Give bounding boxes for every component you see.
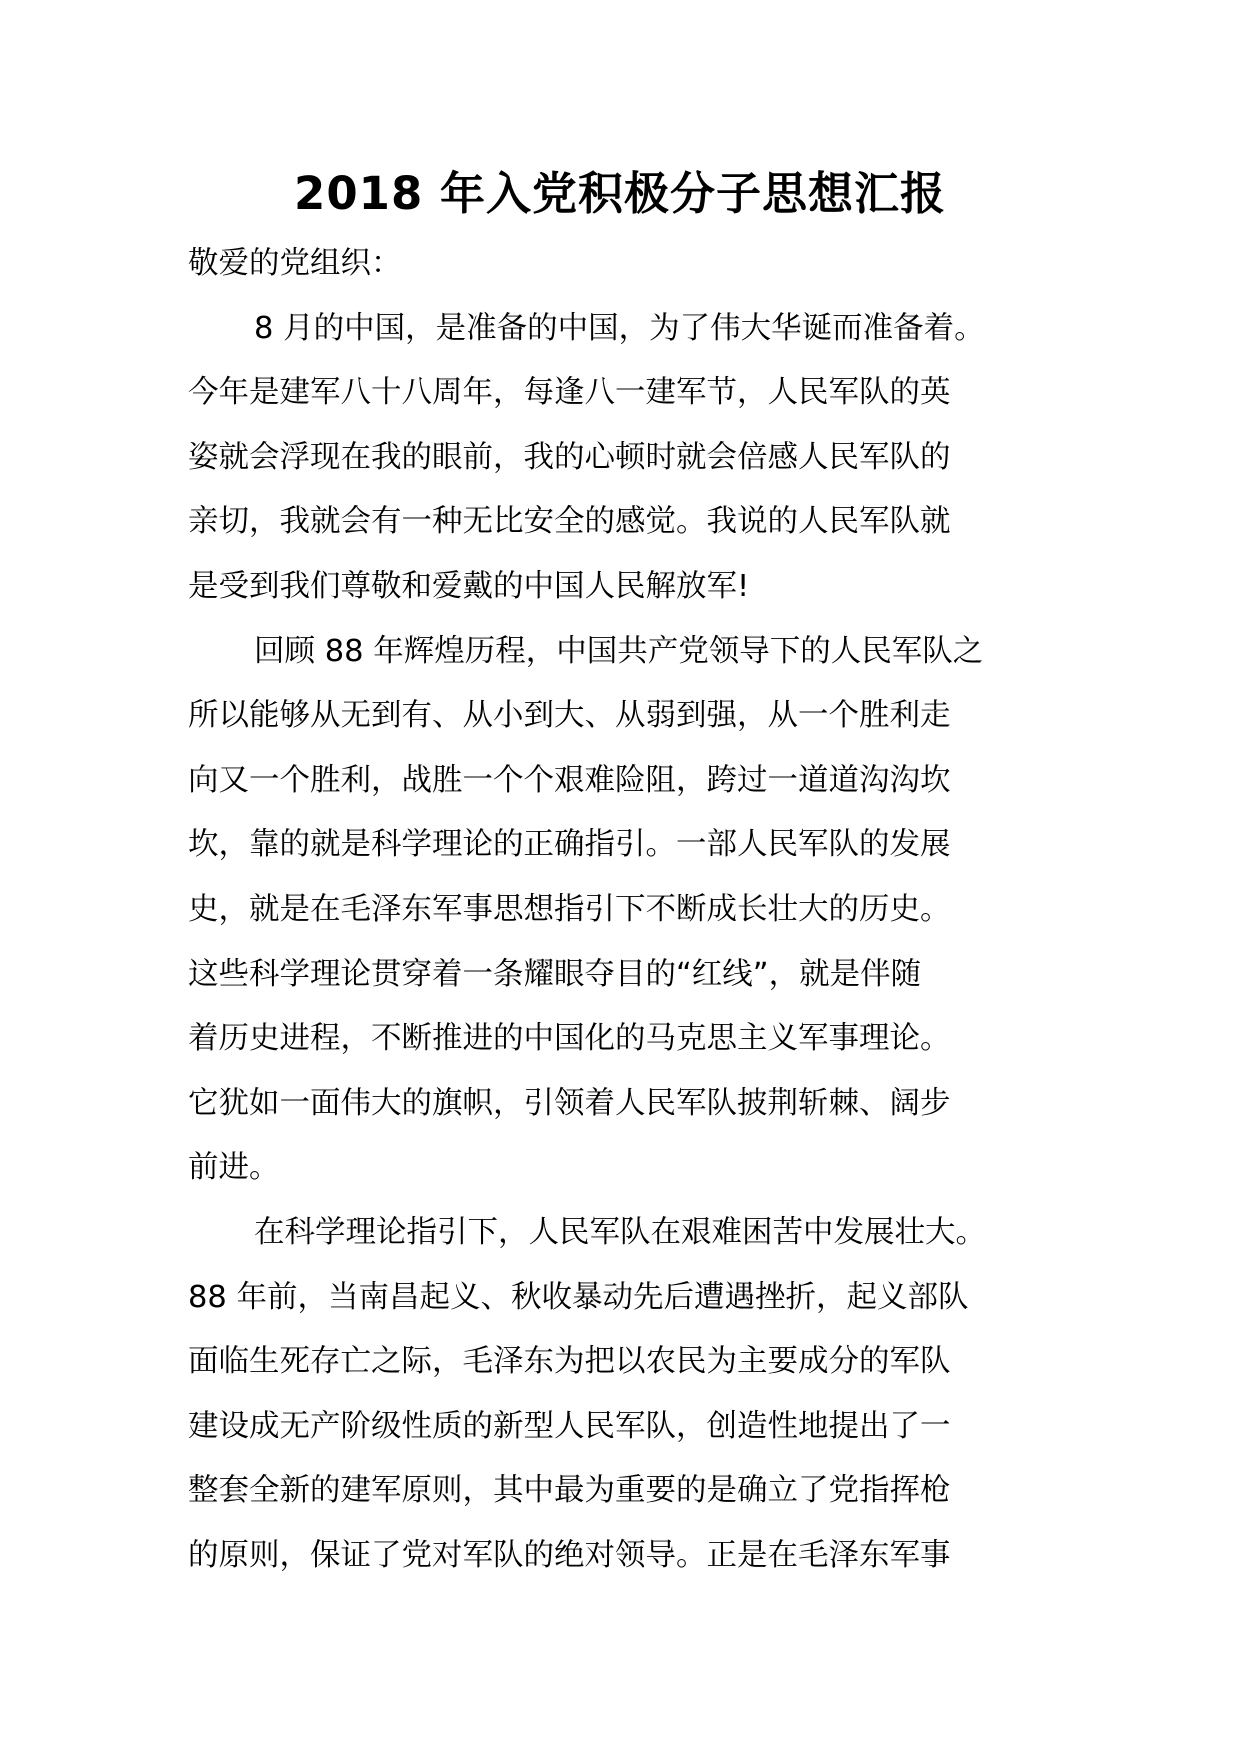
text-line: 整套全新的建军原则，其中最为重要的是确立了党指挥枪 — [188, 1473, 951, 1509]
text-line: 建设成无产阶级性质的新型人民军队，创造性地提出了一 — [188, 1408, 951, 1444]
text-line: 所以能够从无到有、从小到大、从弱到强，从一个胜利走 — [188, 698, 951, 734]
text-line: 向又一个胜利，战胜一个个艰难险阻，跨过一道道沟沟坎 — [188, 762, 951, 798]
document-title: 2018 年入党积极分子思想汇报 — [294, 167, 946, 220]
text-line: 前进。 — [188, 1150, 280, 1186]
text-line: 88 年前，当南昌起义、秋收暴动先后遭遇挫折，起义部队 — [188, 1279, 969, 1315]
text-line: 着历史进程，不断推进的中国化的马克思主义军事理论。 — [188, 1021, 951, 1057]
text-line: 史，就是在毛泽东军事思想指引下不断成长壮大的历史。 — [188, 891, 951, 927]
salutation: 敬爱的党组织： — [188, 246, 402, 281]
text-line: 在科学理论指引下，人民军队在艰难困苦中发展壮大。 — [254, 1214, 986, 1250]
text-line: 回顾 88 年辉煌历程，中国共产党领导下的人民军队之 — [254, 633, 984, 669]
text-line: 的原则，保证了党对军队的绝对领导。正是在毛泽东军事 — [188, 1537, 951, 1573]
text-line: 8 月的中国，是准备的中国，为了伟大华诞而准备着。 — [254, 310, 985, 346]
text-line: 面临生死存亡之际，毛泽东为把以农民为主要成分的军队 — [188, 1344, 951, 1380]
text-line: 它犹如一面伟大的旗帜，引领着人民军队披荆斩棘、阔步 — [188, 1085, 951, 1121]
document-body — [188, 232, 1058, 1588]
text-line: 这些科学理论贯穿着一条耀眼夺目的“红线”，就是伴随 — [188, 956, 922, 992]
text-line: 亲切，我就会有一种无比安全的感觉。我说的人民军队就 — [188, 504, 951, 540]
text-line: 姿就会浮现在我的眼前，我的心顿时就会倍感人民军队的 — [188, 439, 951, 475]
text-line: 坎，靠的就是科学理论的正确指引。一部人民军队的发展 — [188, 827, 951, 863]
text-line: 是受到我们尊敬和爱戴的中国人民解放军! — [188, 568, 750, 604]
text-line: 今年是建军八十八周年，每逢八一建军节，人民军队的英 — [188, 375, 951, 411]
